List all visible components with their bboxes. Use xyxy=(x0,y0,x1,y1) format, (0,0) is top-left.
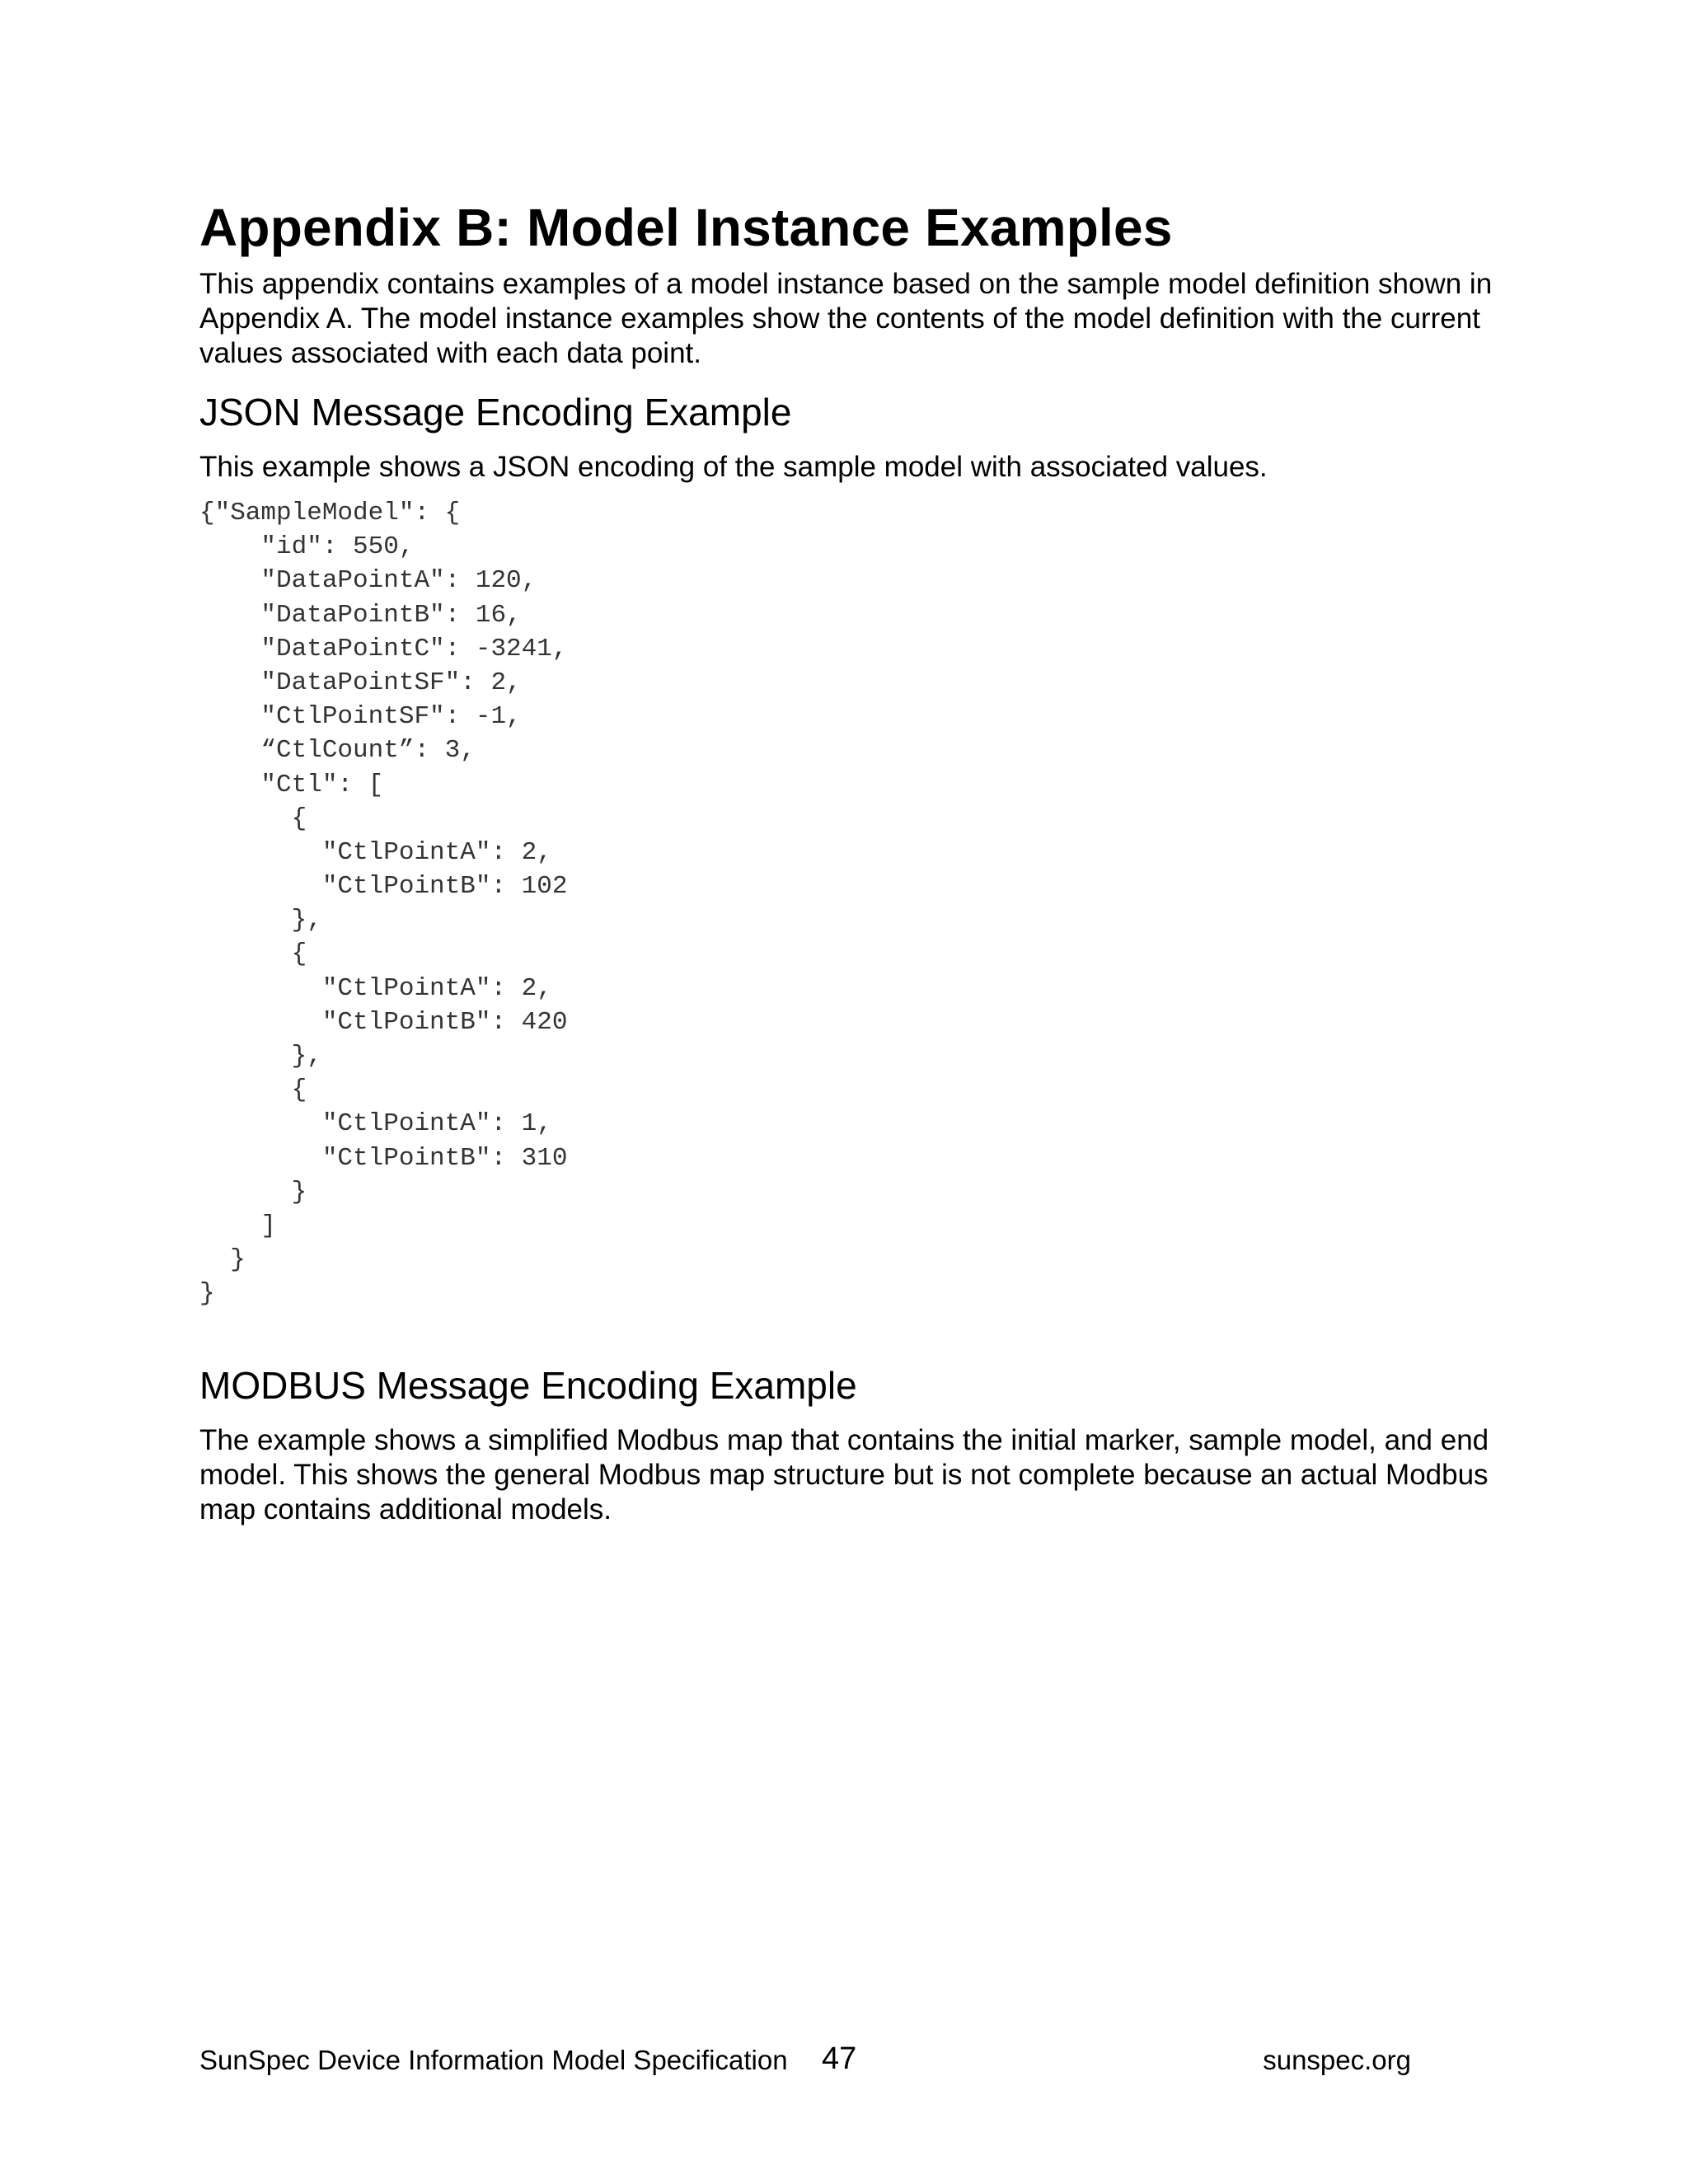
code-line: "DataPointA": 120, xyxy=(199,566,537,596)
modbus-section-heading: MODBUS Message Encoding Example xyxy=(199,1363,857,1407)
code-line: } xyxy=(199,1245,246,1275)
code-line: "DataPointC": -3241, xyxy=(199,634,568,663)
code-line: }, xyxy=(199,906,322,935)
code-line: { xyxy=(199,1076,307,1105)
code-line: "CtlPointB": 420 xyxy=(199,1007,568,1037)
code-line: "CtlPointB": 102 xyxy=(199,872,568,902)
code-line: "id": 550, xyxy=(199,532,415,562)
code-line: { xyxy=(199,940,307,969)
code-line: } xyxy=(199,1177,307,1207)
page-content xyxy=(199,196,1502,1527)
code-line: "CtlPointA": 1, xyxy=(199,1109,552,1139)
code-line: "DataPointB": 16, xyxy=(199,600,522,630)
code-line: {"SampleModel": { xyxy=(199,499,461,527)
json-code-block xyxy=(199,496,1502,1311)
code-line: } xyxy=(199,1279,215,1309)
code-line: { xyxy=(199,804,307,833)
intro-paragraph: This appendix contains examples of a model instance based on the sample model definition shown in Appendix A. The model instance examples show the contents of the model definition with the current values associated with each data point. xyxy=(199,268,1493,369)
code-line: ] xyxy=(199,1211,277,1240)
page-title: Appendix B: Model Instance Examples xyxy=(199,198,1173,257)
code-line: }, xyxy=(199,1042,322,1071)
modbus-section-description: The example shows a simplified Modbus map that contains the initial marker, sample model, and end model. This shows the general Modbus map structure but is not complete because an actual Modbus map contains additional models. xyxy=(199,1423,1489,1526)
footer-site: sunspec.org xyxy=(1263,2045,1411,2075)
code-line: "CtlPointA": 2, xyxy=(199,837,552,867)
code-line: "CtlPointA": 2, xyxy=(199,973,552,1003)
json-section-description: This example shows a JSON encoding of the sample model with associated values. xyxy=(199,451,1268,483)
footer-document-title: SunSpec Device Information Model Specification xyxy=(199,2045,788,2075)
code-line: “CtlCount”: 3, xyxy=(199,736,476,766)
code-line: "Ctl": [ xyxy=(199,770,384,799)
footer-page-number: 47 xyxy=(822,2041,857,2076)
json-section-heading: JSON Message Encoding Example xyxy=(199,391,792,434)
page-footer xyxy=(199,2041,1411,2082)
code-line: "CtlPointSF": -1, xyxy=(199,702,522,732)
code-line: "DataPointSF": 2, xyxy=(199,668,522,697)
code-line: "CtlPointB": 310 xyxy=(199,1143,568,1173)
